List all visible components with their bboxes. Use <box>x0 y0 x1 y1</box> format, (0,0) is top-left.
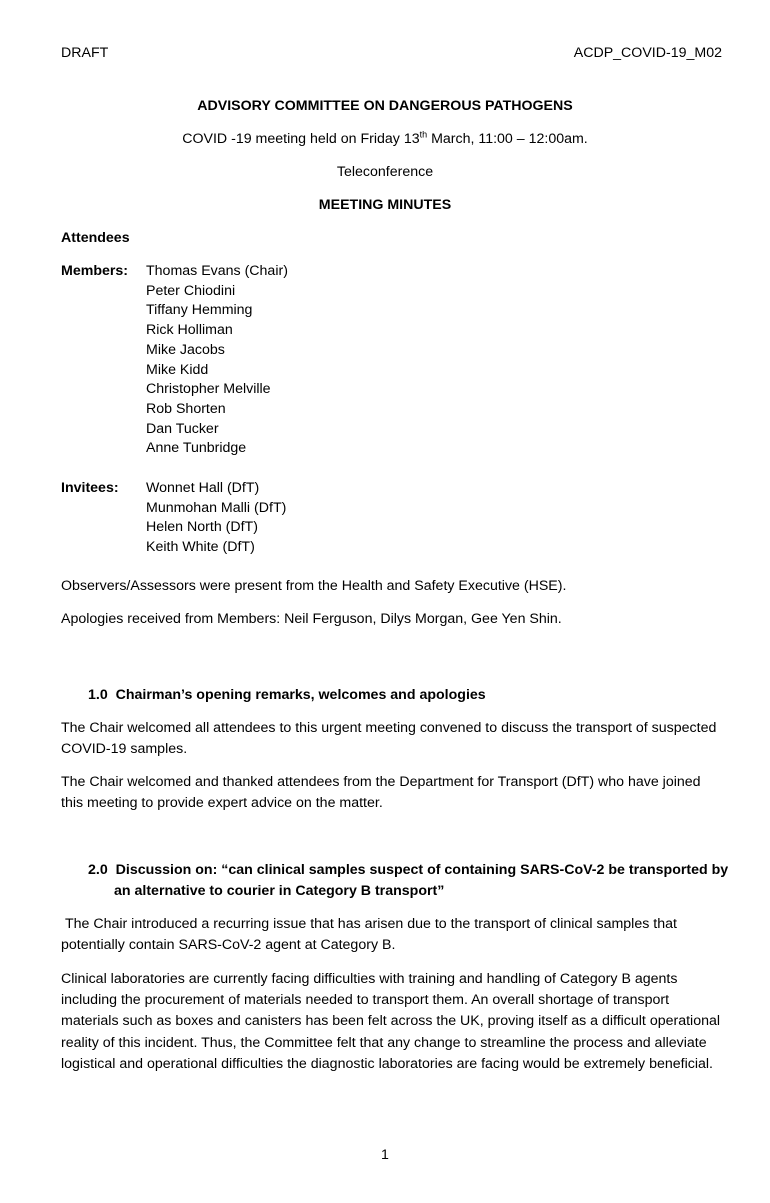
members-list <box>146 262 288 459</box>
invitees-label: Invitees: <box>61 480 119 496</box>
section-2-paragraph-2: Clinical laboratories are currently facing difficulties with training and handling of Category B agents including the procurement of materials needed to transport them. An overall shortage of transport materials such as boxes and canisters has been felt across the UK, proving itself as a difficult operational reality of this incident. Thus, the Committee felt that any change to streamline the process and alleviate logistical and operational difficulties the diagnostic laboratories are facing would be extremely beneficial. <box>61 971 721 1072</box>
member-name: Rick Holliman <box>146 322 233 339</box>
member-name: Thomas Evans (Chair) <box>146 263 288 279</box>
member-name: Dan Tucker <box>146 420 219 437</box>
member-name: Mike Jacobs <box>146 341 225 358</box>
draft-label: DRAFT <box>61 45 109 61</box>
committee-title: ADVISORY COMMITTEE ON DANGEROUS PATHOGENS <box>197 98 573 114</box>
member-name: Anne Tunbridge <box>146 440 247 457</box>
attendees-heading: Attendees <box>61 230 130 246</box>
meeting-details-post: March, 11:00 – 12:00am. <box>427 131 588 147</box>
member-name: Rob Shorten <box>146 400 226 417</box>
meeting-details-pre: COVID -19 meeting held on Friday 13 <box>182 131 420 147</box>
page-number: 1 <box>381 1147 389 1163</box>
section-1-number: 1.0 <box>88 687 108 703</box>
section-2-number: 2.0 <box>88 862 108 878</box>
invitee-name: Wonnet Hall (DfT) <box>146 480 260 496</box>
invitee-name: Munmohan Malli (DfT) <box>146 499 287 516</box>
member-name: Mike Kidd <box>146 361 209 378</box>
section-1-heading <box>88 687 486 703</box>
section-1-paragraph-2: The Chair welcomed and thanked attendees from the Department for Transport (DfT) who have joined this meeting to provide expert advice on the matter. <box>61 774 701 812</box>
section-1-title: Chairman’s opening remarks, welcomes and apologies <box>115 687 486 703</box>
section-2-heading-line-2: an alternative to courier in Category B transport” <box>114 883 445 899</box>
section-1-paragraph-1: The Chair welcomed all attendees to this urgent meeting convened to discuss the transport of suspected COVID-19 samples. <box>61 720 717 758</box>
meeting-details-sup: th <box>419 129 428 140</box>
members-label: Members: <box>61 263 129 279</box>
invitee-name: Helen North (DfT) <box>146 519 258 536</box>
apologies-note: Apologies received from Members: Neil Ferguson, Dilys Morgan, Gee Yen Shin. <box>61 611 562 627</box>
section-2-title-line-1: Discussion on: “can clinical samples suspect of containing SARS-CoV-2 be transported by <box>115 862 729 878</box>
document-type: MEETING MINUTES <box>318 197 452 213</box>
invitees-list <box>146 479 286 558</box>
meeting-details <box>0 131 770 147</box>
invitee-name: Keith White (DfT) <box>146 539 255 556</box>
document-reference: ACDP_COVID-19_M02 <box>573 45 722 61</box>
section-2-heading-line-1 <box>88 862 728 878</box>
member-name: Christopher Melville <box>146 381 271 398</box>
section-2-paragraph-1: The Chair introduced a recurring issue that has arisen due to the transport of clinical samples that potentially contain SARS-CoV-2 agent at Category B. <box>61 916 681 954</box>
member-name: Tiffany Hemming <box>146 302 253 319</box>
member-name: Peter Chiodini <box>146 282 236 299</box>
observers-note: Observers/Assessors were present from the Health and Safety Executive (HSE). <box>61 578 567 594</box>
meeting-venue: Teleconference <box>336 164 434 180</box>
